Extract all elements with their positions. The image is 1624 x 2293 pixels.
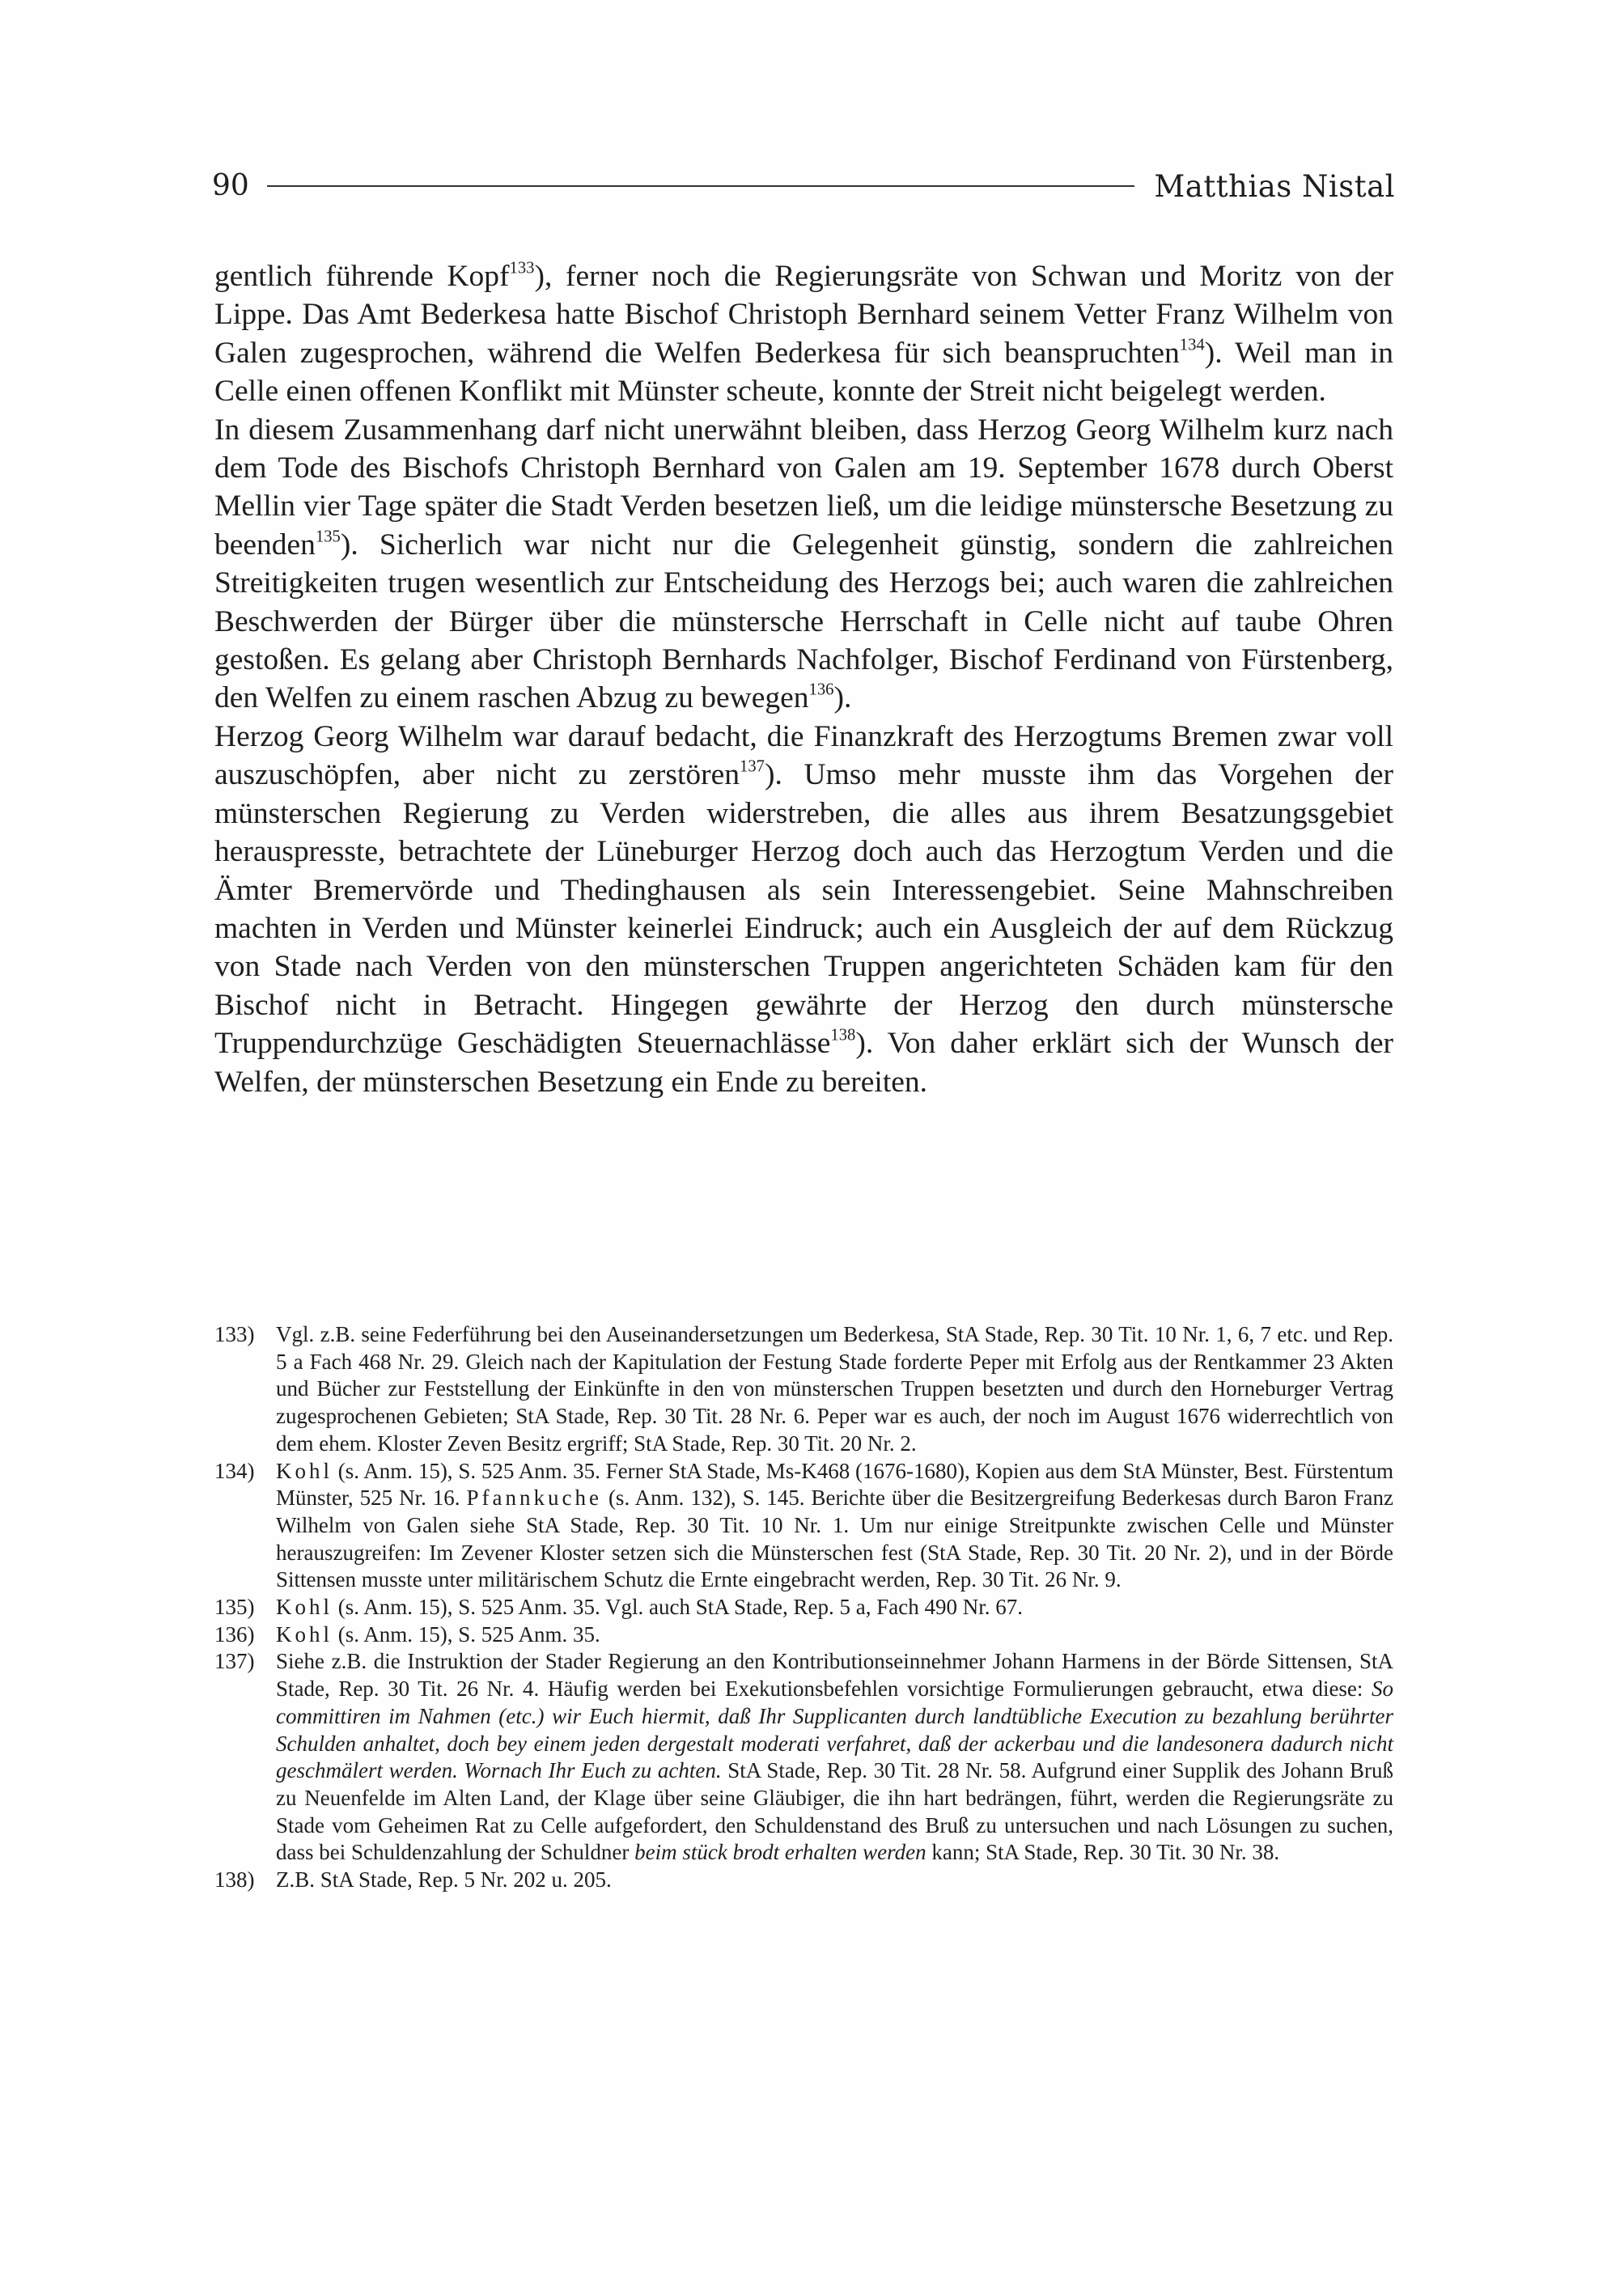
footnote-135 (214, 1594, 1393, 1621)
text-run: Z.B. StA Stade, Rep. 5 Nr. 202 u. 205. (276, 1867, 612, 1892)
paragraph (214, 257, 1393, 411)
footnote-136 (214, 1621, 1393, 1649)
text-run: (s. Anm. 15), S. 525 Anm. 35. (333, 1621, 600, 1647)
text-run: (s. Anm. 15), S. 525 Anm. 35. Vgl. auch StA Stade, Rep. 5 a, Fach 490 Nr. 67. (333, 1595, 1023, 1620)
text-run: kann; StA Stade, Rep. 30 Tit. 30 Nr. 38. (926, 1840, 1280, 1865)
text-run: ). Von daher erklärt sich der Wunsch der Welfen, der münsterschen Besetzung ein Ende zu bereiten. (214, 1027, 1394, 1099)
footnote-ref[interactable]: 136 (808, 681, 834, 699)
text-run: Vgl. z.B. seine Federführung bei den Auseinandersetzungen um Bederkesa, StA Stade, Rep. 30 Tit. 10 Nr. 1, 6, 7 etc. und Rep. 5 a Fach 468 Nr. 29. Gleich nach der Kapitulation der Festung Stade forderte Peper mit Erfolg aus der Rentkammer 23 Akten und Bücher zur Feststellung der Einkünfte in den von münsterschen Truppen besetzten und durch den Horneburger Vertrag zugesprochenen Gebieten; StA Stade, Rep. 30 Tit. 28 Nr. 6. Peper war es auch, der noch im August 1676 widerrechtlich von dem ehem. Kloster Zeven Besitz ergriff; StA Stade, Rep. 30 Tit. 20 Nr. 2. (276, 1322, 1393, 1456)
footnote-number: 138) (214, 1867, 255, 1892)
footnote-number: 137) (214, 1649, 255, 1674)
author-name: Kohl (276, 1595, 333, 1620)
header-rule (267, 185, 1135, 187)
author-name: Pfannkuche (466, 1486, 602, 1511)
footnote-text (276, 1321, 1393, 1458)
footnote-ref[interactable]: 135 (315, 528, 341, 546)
page-header (212, 166, 1395, 206)
footnotes (214, 1321, 1393, 1894)
page-number: 90 (212, 169, 249, 202)
footnote-ref[interactable]: 138 (830, 1026, 856, 1045)
footnote-number: 136) (214, 1621, 255, 1647)
footnote-ref[interactable]: 134 (1179, 336, 1205, 354)
footnote-number: 134) (214, 1458, 255, 1483)
text-run: (s. Anm. 132), S. 145. Berichte über die Besitzergreifung Bederkesas durch Baron Franz Wilhelm von Galen siehe StA Stade, Rep. 30 Tit. 10 Nr. 1. Um nur einige Streitpunkte zwischen Celle und Münster herauszugreifen: Im Zevener Kloster setzen sich die Münsterschen fest (StA Stade, Rep. 30 Tit. 20 Nr. 2), und in der Börde Sittensen musste unter militärischem Schutz die Ernte eingebracht werden, Rep. 30 Tit. 26 Nr. 9. (276, 1486, 1393, 1592)
text-run: Herzog Georg Wilhelm war darauf bedacht, die Finanzkraft des Herzogtums Bremen zwar voll auszuschöpfen, aber nicht zu zerstören (214, 719, 1393, 792)
author-name: Kohl (276, 1621, 333, 1647)
footnote-133 (214, 1321, 1393, 1458)
text-run: (s. Anm. 15), S. 525 Anm. 35. Ferner StA Stade, Ms-K468 (1676-1680), Kopien aus dem StA Münster, Best. Fürstentum Münster, 525 Nr. 16. (276, 1458, 1393, 1511)
text-run: StA Stade, Rep. 30 Tit. 28 Nr. 58. Aufgrund einer Supplik des Johann Bruß zu Neuenfelde im Alten Land, der Klage über seine Gläubiger, die ihn hart bedrängen, führt, werden die Regierungsräte zu Stade vom Geheimen Rat zu Celle aufgefordert, den Schuldenstand des Bruß zu untersuchen und nach Lösungen zu suchen, dass bei Schuldenzahlung der Schuldner (276, 1758, 1393, 1865)
text-run: ). Sicherlich war nicht nur die Gelegenheit günstig, sondern die zahlreichen Streitigkeiten trugen wesentlich zur Entscheidung des Herzogs bei; auch waren die zahlreichen Beschwerden der Bürger über die münstersche Herrschaft in Celle nicht auf taube Ohren gestoßen. Es gelang aber Christoph Bernhards Nachfolger, Bischof Ferdinand von Fürstenberg, den Welfen zu einem raschen Abzug zu bewegen (214, 528, 1393, 715)
footnote-text (276, 1867, 1393, 1894)
text-run: In diesem Zusammenhang darf nicht unerwähnt bleiben, dass Herzog Georg Wilhelm kurz nach dem Tode des Bischofs Christoph Bernhard von Galen am 19. September 1678 durch Oberst Mellin vier Tage später die Stadt Verden besetzen ließ, um die leidige münstersche Besetzung zu beenden (214, 413, 1393, 562)
author-name: Kohl (276, 1458, 333, 1483)
footnote-ref[interactable]: 137 (740, 757, 765, 776)
text-run: ), ferner noch die Regierungsräte von Schwan und Moritz von der Lippe. Das Amt Bederkesa hatte Bischof Christoph Bernhard seinem Vetter Franz Wilhelm von Galen zugesprochen, während die Welfen Bederkesa für sich beanspruchten (214, 260, 1393, 370)
text-run: Siehe z.B. die Instruktion der Stader Regierung an den Kontributionseinnehmer Johann Harmens in der Börde Sittensen, StA Stade, Rep. 30 Tit. 26 Nr. 4. Häufig werden bei Exekutionsbefehlen vorsichtige Formulierungen gebraucht, etwa diese: (276, 1649, 1393, 1702)
paragraph (214, 411, 1393, 718)
footnote-text (276, 1621, 1393, 1649)
body-text (214, 257, 1393, 1101)
text-run: gentlich führende Kopf (214, 260, 510, 293)
paragraph (214, 718, 1393, 1101)
footnote-134 (214, 1458, 1393, 1595)
footnote-text (276, 1594, 1393, 1621)
footnote-number: 133) (214, 1322, 255, 1346)
footnote-number: 135) (214, 1595, 255, 1620)
footnote-text (276, 1458, 1393, 1595)
footnote-text (276, 1648, 1393, 1867)
text-run: ). (833, 681, 852, 715)
quotation-italic: beim stück brodt erhalten werden (634, 1840, 926, 1865)
text-run: ). Umso mehr musste ihm das Vorgehen der münsterschen Regierung zu Verden widerstreben, die alles aus ihrem Besatzungsgebiet herauspresste, betrachtete der Lüneburger Herzog doch auch das Herzogtum Verden und die Ämter Bremervörde und Thedinghausen als sein Interessengebiet. Seine Mahnschreiben machten in Verden und Münster keinerlei Eindruck; auch ein Ausgleich der auf dem Rückzug von Stade nach Verden von den münsterschen Truppen angerichteten Schäden kam für den Bischof nicht in Betracht. Hingegen gewährte der Herzog den durch münstersche Truppendurchzüge Geschädigten Steuernachlässe (214, 758, 1393, 1061)
text-run: ). Weil man in Celle einen offenen Konflikt mit Münster scheute, konnte der Streit nicht beigelegt werden. (214, 336, 1393, 409)
footnote-138 (214, 1867, 1393, 1894)
quotation-italic: So committiren im Nahmen (etc.) wir Euch hiermit, daß Ihr Supplicanten durch landtübliche Execution zu bezahlung berührter Schulden anhaltet, doch bey einem jeden dergestalt moderati verfahret, daß der ackerbau und die landesonera dadurch nicht geschmälert werden. Wornach Ihr Euch zu achten. (276, 1676, 1393, 1783)
running-head: Matthias Nistal (1154, 168, 1395, 204)
footnote-ref[interactable]: 133 (509, 259, 535, 278)
footnote-137 (214, 1648, 1393, 1867)
